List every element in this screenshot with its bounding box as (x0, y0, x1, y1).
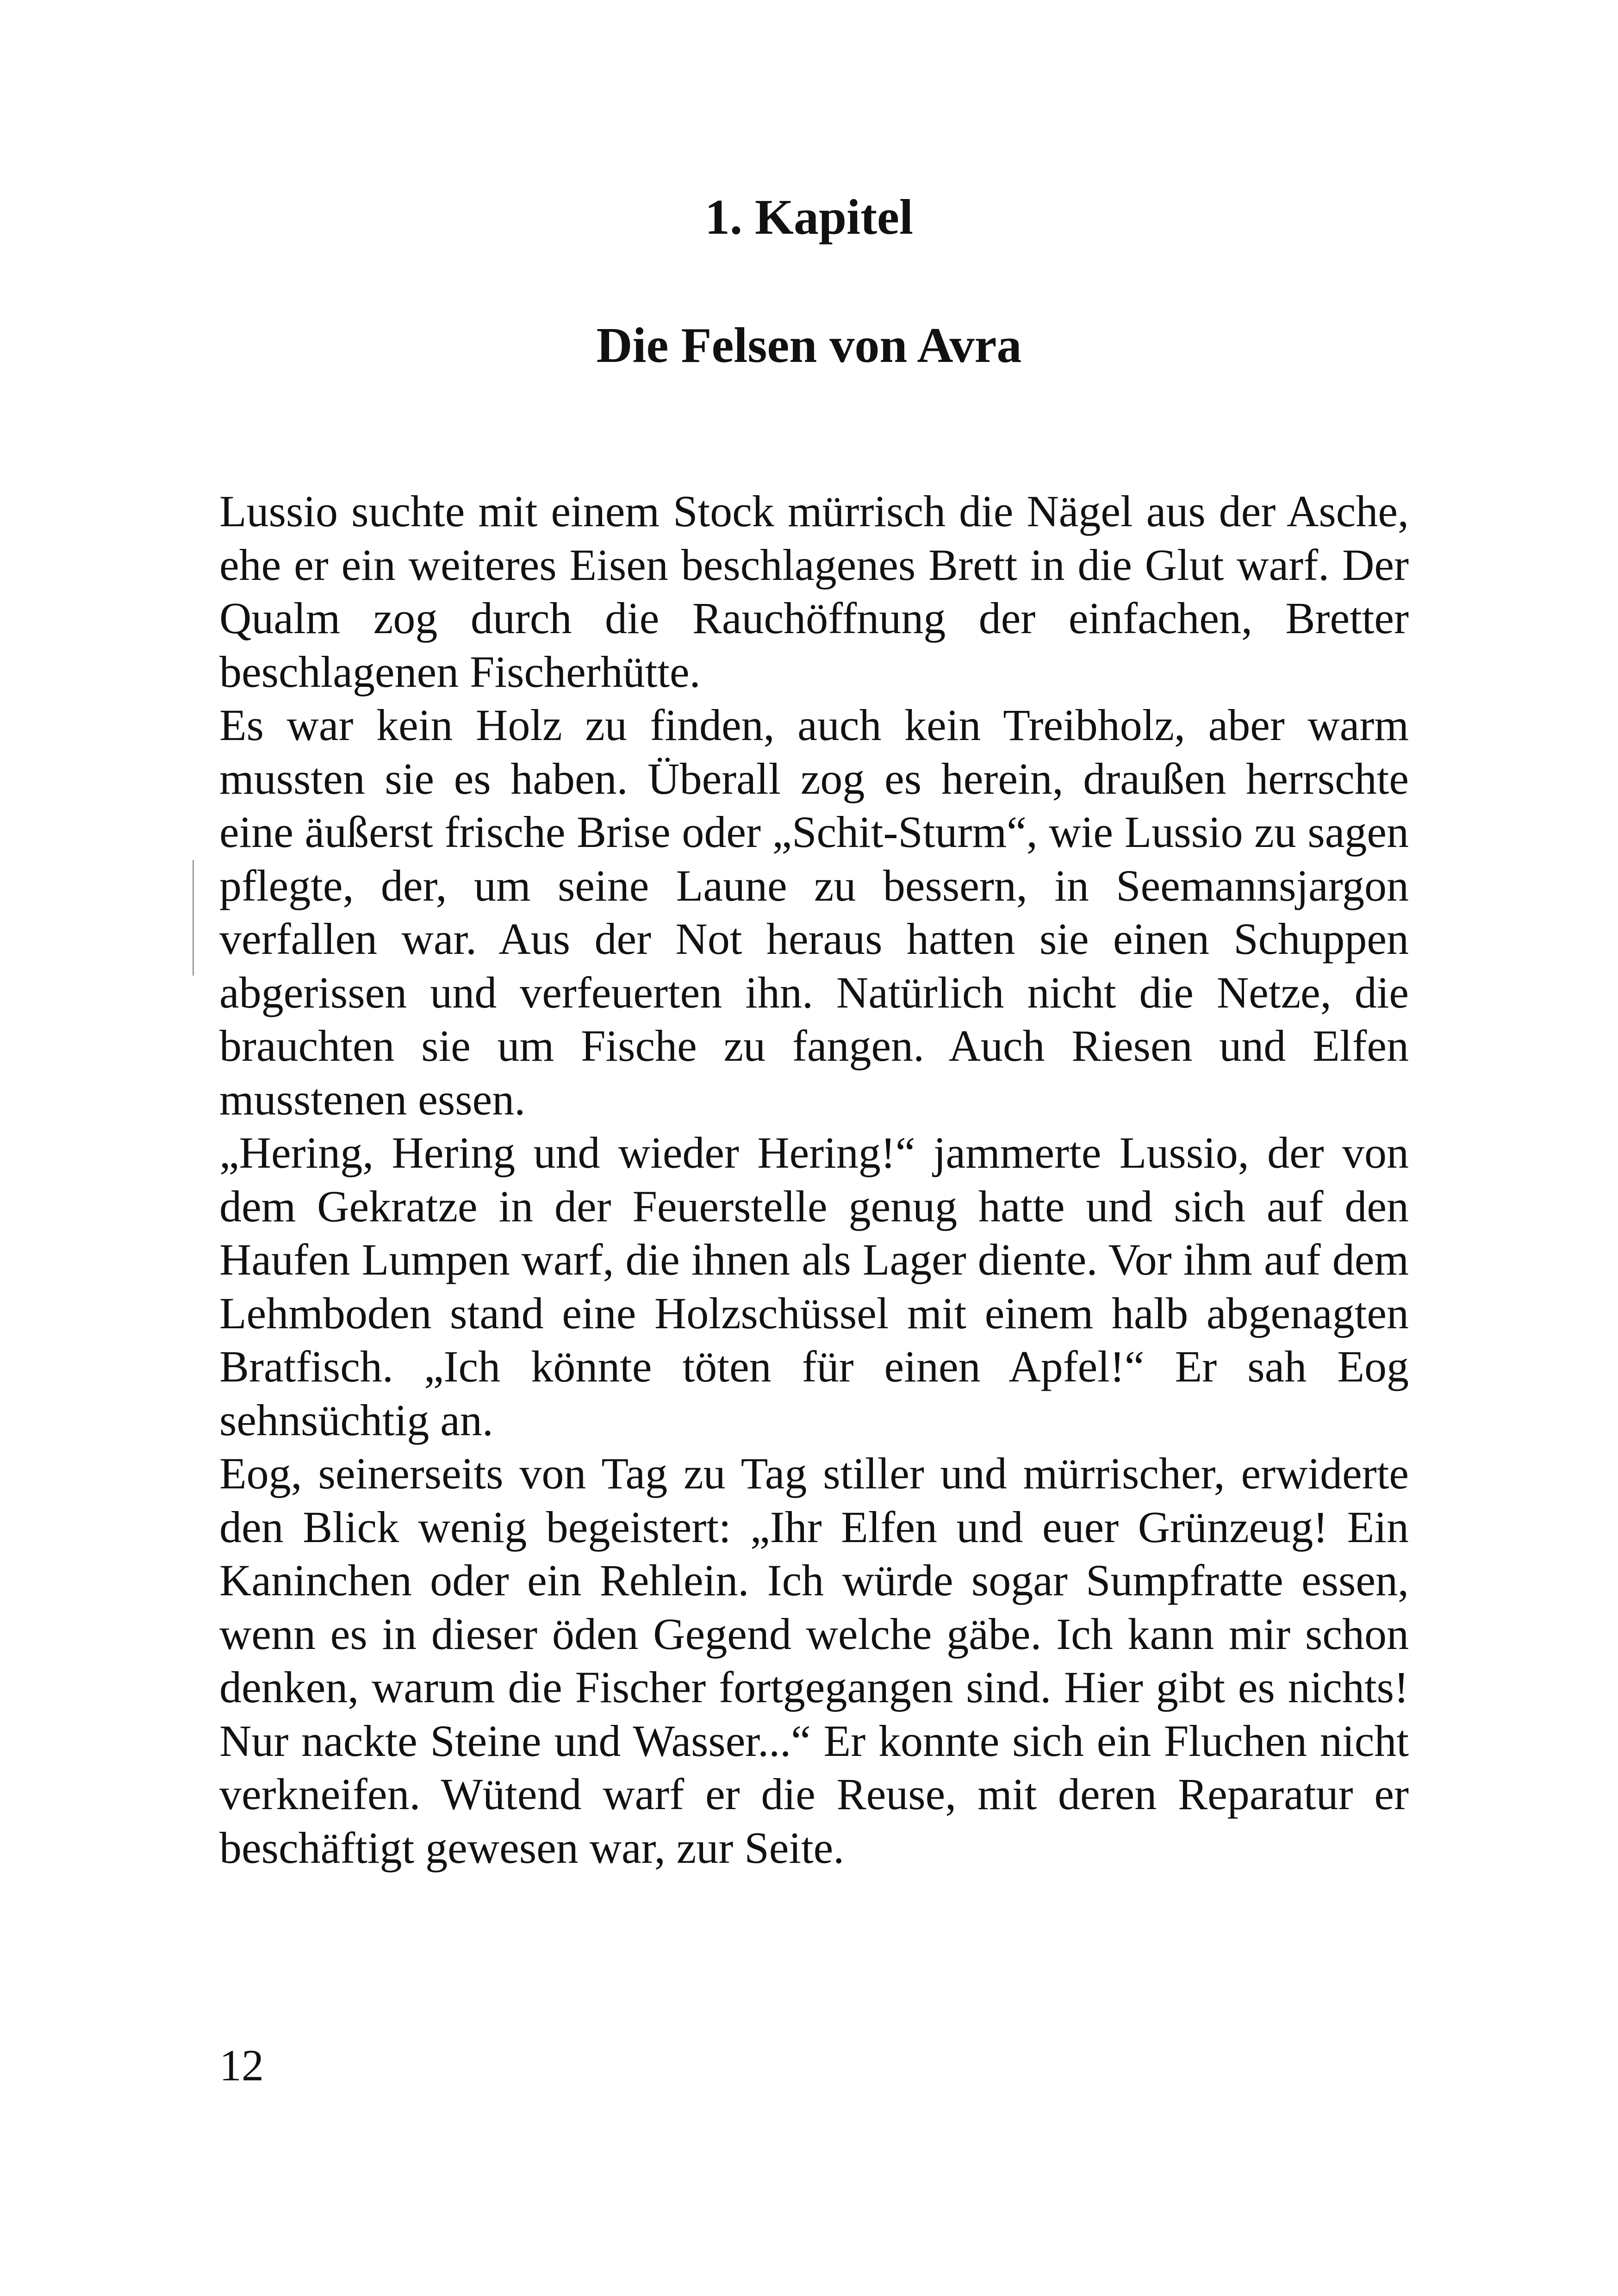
chapter-title: Die Felsen von Avra (596, 318, 1022, 373)
chapter-body (219, 485, 1409, 1874)
paragraph: „Hering, Hering und wieder Hering!“ jammerte Lussio, der von dem Gekratze in der Feuerstelle genug hatte und sich auf den Haufen Lumpen warf, die ihnen als Lager diente. Vor ihm auf dem Lehmboden stand eine Holzschüssel mit einem halb abgenagten Bratfisch. „Ich könnte töten für einen Apfel!“ Er sah Eog sehnsüchtig an. (219, 1128, 1409, 1445)
page-number: 12 (219, 2041, 264, 2090)
paragraph: Es war kein Holz zu finden, auch kein Treibholz, aber warm mussten sie es haben. Überall zog es herein, draußen herrschte eine äußerst frische Brise oder „Schit-Sturm“, wie Lussio zu sagen pflegte, der, um seine Laune zu bessern, in Seemannsjargon verfallen war. Aus der Not heraus hatten sie einen Schuppen abgerissen und verfeuerten ihn. Natürlich nicht die Netze, die brauchten sie um Fische zu fangen. Auch Riesen und Elfen musstenen essen. (219, 700, 1409, 1124)
paragraph: Lussio suchte mit einem Stock mürrisch die Nägel aus der Asche, ehe er ein weiteres Eisen beschlagenes Brett in die Glut warf. Der Qualm zog durch die Rauchöffnung der einfachen, Bretter beschlagenen Fischerhütte. (219, 486, 1409, 697)
chapter-number: 1. Kapitel (705, 190, 913, 245)
margin-change-bar (193, 860, 194, 976)
paragraph: Eog, seinerseits von Tag zu Tag stiller und mürrischer, erwiderte den Blick wenig begeistert: „Ihr Elfen und euer Grünzeug! Ein Kaninchen oder ein Rehlein. Ich würde sogar Sumpfratte essen, wenn es in dieser öden Gegend welche gäbe. Ich kann mir schon denken, warum die Fischer fortgegangen sind. Hier gibt es nichts! Nur nackte Steine und Wasser...“ Er konnte sich ein Fluchen nicht verkneifen. Wütend warf er die Reuse, mit deren Reparatur er beschäftigt gewesen war, zur Seite. (219, 1449, 1409, 1873)
